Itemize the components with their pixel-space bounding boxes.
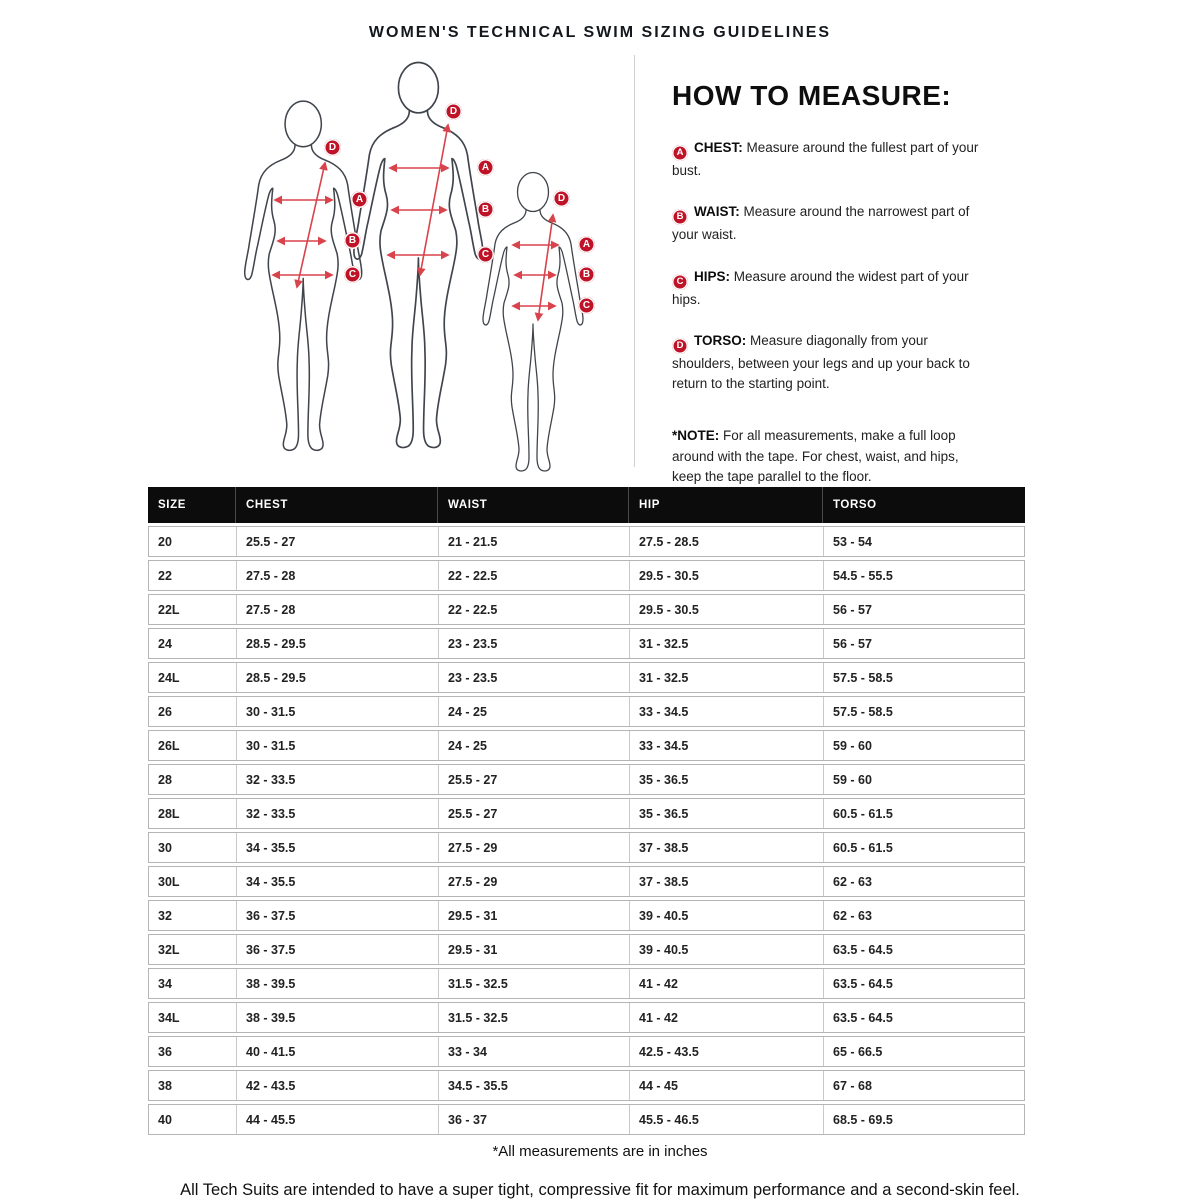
section-divider	[634, 55, 635, 467]
table-cell: 54.5 - 55.5	[823, 561, 1026, 590]
torso-point-badge-icon: D	[324, 139, 341, 156]
table-row	[148, 934, 1025, 965]
measurements-footnote: *All measurements are in inches	[492, 1143, 708, 1160]
measure-item-torso	[672, 331, 984, 395]
table-cell: 34 - 35.5	[236, 867, 438, 896]
table-cell: 28L	[158, 806, 180, 821]
table-cell: 38 - 39.5	[236, 969, 438, 998]
table-cell: 32 - 33.5	[236, 799, 438, 828]
table-cell: 41 - 42	[629, 969, 823, 998]
table-cell: 26L	[158, 738, 180, 753]
table-cell: 25.5 - 27	[236, 527, 438, 556]
table-cell: 29.5 - 30.5	[629, 595, 823, 624]
table-cell: 60.5 - 61.5	[823, 799, 1026, 828]
table-cell: 25.5 - 27	[438, 765, 629, 794]
table-row	[148, 1104, 1025, 1135]
table-cell: 35 - 36.5	[629, 799, 823, 828]
table-cell: 44 - 45	[629, 1071, 823, 1100]
table-cell: 29.5 - 31	[438, 901, 629, 930]
table-cell: 30 - 31.5	[236, 697, 438, 726]
table-row	[148, 526, 1025, 557]
table-cell: 34	[158, 976, 172, 991]
table-cell: 24 - 25	[438, 731, 629, 760]
table-cell: 24	[158, 636, 172, 651]
table-cell: 27.5 - 29	[438, 833, 629, 862]
fit-disclaimer: All Tech Suits are intended to have a super tight, compressive fit for maximum performance and a second-skin feel.	[180, 1181, 1020, 1199]
table-cell: 37 - 38.5	[629, 867, 823, 896]
table-cell: 36 - 37.5	[236, 935, 438, 964]
column-header: CHEST	[235, 487, 437, 523]
table-cell: 39 - 40.5	[629, 935, 823, 964]
table-cell: 31 - 32.5	[629, 663, 823, 692]
table-cell: 53 - 54	[823, 527, 1026, 556]
table-cell: 24 - 25	[438, 697, 629, 726]
column-header: SIZE	[158, 499, 186, 511]
table-row	[148, 560, 1025, 591]
table-cell: 22 - 22.5	[438, 561, 629, 590]
chest-point-badge-icon: A	[477, 159, 494, 176]
torso-letter-badge-icon: D	[672, 338, 688, 354]
table-cell: 22 - 22.5	[438, 595, 629, 624]
table-cell: 39 - 40.5	[629, 901, 823, 930]
column-header: TORSO	[822, 487, 1025, 523]
table-cell: 22L	[158, 602, 180, 617]
column-header: HIP	[628, 487, 822, 523]
table-row	[148, 1002, 1025, 1033]
table-cell: 26	[158, 704, 172, 719]
table-row	[148, 866, 1025, 897]
torso-point-badge-icon: D	[445, 103, 462, 120]
table-row	[148, 1070, 1025, 1101]
table-cell: 38 - 39.5	[236, 1003, 438, 1032]
table-cell: 31 - 32.5	[629, 629, 823, 658]
table-cell: 21 - 21.5	[438, 527, 629, 556]
table-cell: 29.5 - 31	[438, 935, 629, 964]
table-cell: 32	[158, 908, 172, 923]
table-cell: 36	[158, 1044, 172, 1059]
table-cell: 63.5 - 64.5	[823, 935, 1026, 964]
table-cell: 59 - 60	[823, 731, 1026, 760]
table-cell: 63.5 - 64.5	[823, 969, 1026, 998]
table-cell: 31.5 - 32.5	[438, 969, 629, 998]
table-cell: 37 - 38.5	[629, 833, 823, 862]
chest-letter-badge-icon: A	[672, 145, 688, 161]
page-title: WOMEN'S TECHNICAL SWIM SIZING GUIDELINES	[368, 24, 832, 41]
column-header: WAIST	[437, 487, 628, 523]
table-cell: 67 - 68	[823, 1071, 1026, 1100]
table-row	[148, 798, 1025, 829]
table-cell: 34.5 - 35.5	[438, 1071, 629, 1100]
size-table	[148, 487, 1025, 1138]
table-cell: 68.5 - 69.5	[823, 1105, 1026, 1134]
table-row	[148, 662, 1025, 693]
table-row	[148, 730, 1025, 761]
table-cell: 25.5 - 27	[438, 799, 629, 828]
table-cell: 57.5 - 58.5	[823, 697, 1026, 726]
table-cell: 31.5 - 32.5	[438, 1003, 629, 1032]
measure-item-hips	[672, 267, 984, 310]
table-cell: 33 - 34	[438, 1037, 629, 1066]
measure-item-text: Measure around the fullest part of your bust.	[672, 140, 979, 178]
table-cell: 28	[158, 772, 172, 787]
how-to-measure-heading: HOW TO MEASURE:	[672, 80, 952, 111]
figure-right-measure-arrows	[513, 215, 558, 320]
table-cell: 42 - 43.5	[236, 1071, 438, 1100]
table-cell: 45.5 - 46.5	[629, 1105, 823, 1134]
table-cell: 24L	[158, 670, 180, 685]
measure-item-label: TORSO:	[694, 332, 747, 348]
table-cell: 59 - 60	[823, 765, 1026, 794]
table-cell: 27.5 - 29	[438, 867, 629, 896]
measure-note	[672, 426, 984, 487]
table-cell: 44 - 45.5	[236, 1105, 438, 1134]
table-cell: 30L	[158, 874, 180, 889]
table-row	[148, 594, 1025, 625]
table-cell: 36 - 37.5	[236, 901, 438, 930]
table-cell: 36 - 37	[438, 1105, 629, 1134]
how-to-measure-section	[672, 80, 984, 487]
table-cell: 42.5 - 43.5	[629, 1037, 823, 1066]
figure-right	[483, 173, 583, 471]
table-row	[148, 628, 1025, 659]
table-cell: 29.5 - 30.5	[629, 561, 823, 590]
hips-point-badge-icon: C	[477, 246, 494, 263]
table-cell: 62 - 63	[823, 901, 1026, 930]
measure-item-text: Measure around the widest part of your hips.	[672, 268, 969, 307]
table-row	[148, 900, 1025, 931]
table-row	[148, 968, 1025, 999]
table-cell: 40	[158, 1112, 172, 1127]
size-table-body	[148, 526, 1025, 1135]
table-cell: 23 - 23.5	[438, 629, 629, 658]
table-cell: 33 - 34.5	[629, 731, 823, 760]
figure-middle-measure-arrows	[388, 125, 448, 275]
chest-point-badge-icon: A	[351, 191, 368, 208]
table-row	[148, 832, 1025, 863]
table-cell: 62 - 63	[823, 867, 1026, 896]
measure-item-label: WAIST:	[694, 204, 740, 220]
size-table-header-row	[148, 487, 1025, 523]
waist-point-badge-icon: B	[344, 232, 361, 249]
waist-letter-badge-icon: B	[672, 209, 688, 225]
waist-point-badge-icon: B	[477, 201, 494, 218]
table-cell: 34 - 35.5	[236, 833, 438, 862]
table-cell: 27.5 - 28.5	[629, 527, 823, 556]
measure-item-label: CHEST:	[694, 140, 743, 155]
waist-point-badge-icon: B	[578, 266, 595, 283]
table-cell: 30 - 31.5	[236, 731, 438, 760]
table-row	[148, 1036, 1025, 1067]
table-cell: 27.5 - 28	[236, 595, 438, 624]
hips-point-badge-icon: C	[578, 297, 595, 314]
table-cell: 56 - 57	[823, 629, 1026, 658]
table-cell: 40 - 41.5	[236, 1037, 438, 1066]
chest-point-badge-icon: A	[578, 236, 595, 253]
table-cell: 28.5 - 29.5	[236, 663, 438, 692]
table-cell: 22	[158, 568, 172, 583]
hips-point-badge-icon: C	[344, 266, 361, 283]
table-cell: 32L	[158, 942, 180, 957]
table-cell: 32 - 33.5	[236, 765, 438, 794]
measurement-figures-illustration	[230, 50, 630, 495]
table-row	[148, 764, 1025, 795]
figure-left-measure-arrows	[273, 163, 332, 287]
torso-point-badge-icon: D	[553, 190, 570, 207]
measure-item-text: Measure diagonally from your shoulders, between your legs and up your back to return to the starting point.	[672, 332, 970, 391]
table-cell: 65 - 66.5	[823, 1037, 1026, 1066]
measure-item-chest	[672, 138, 984, 181]
table-cell: 41 - 42	[629, 1003, 823, 1032]
table-cell: 27.5 - 28	[236, 561, 438, 590]
table-cell: 20	[158, 534, 172, 549]
table-cell: 33 - 34.5	[629, 697, 823, 726]
table-cell: 23 - 23.5	[438, 663, 629, 692]
measure-note-label: *NOTE:	[672, 428, 720, 444]
hips-letter-badge-icon: C	[672, 274, 688, 290]
measure-item-label: HIPS:	[694, 268, 731, 284]
measure-item-text: Measure around the narrowest part of your waist.	[672, 204, 970, 243]
table-cell: 57.5 - 58.5	[823, 663, 1026, 692]
table-cell: 28.5 - 29.5	[236, 629, 438, 658]
measure-item-waist	[672, 202, 984, 245]
table-row	[148, 696, 1025, 727]
table-cell: 35 - 36.5	[629, 765, 823, 794]
table-cell: 63.5 - 64.5	[823, 1003, 1026, 1032]
table-cell: 38	[158, 1078, 172, 1093]
table-cell: 34L	[158, 1010, 180, 1025]
table-cell: 60.5 - 61.5	[823, 833, 1026, 862]
table-cell: 56 - 57	[823, 595, 1026, 624]
measure-note-text: For all measurements, make a full loop around with the tape. For chest, waist, and hips, keep the tape parallel to the floor.	[672, 428, 959, 484]
table-cell: 30	[158, 840, 172, 855]
